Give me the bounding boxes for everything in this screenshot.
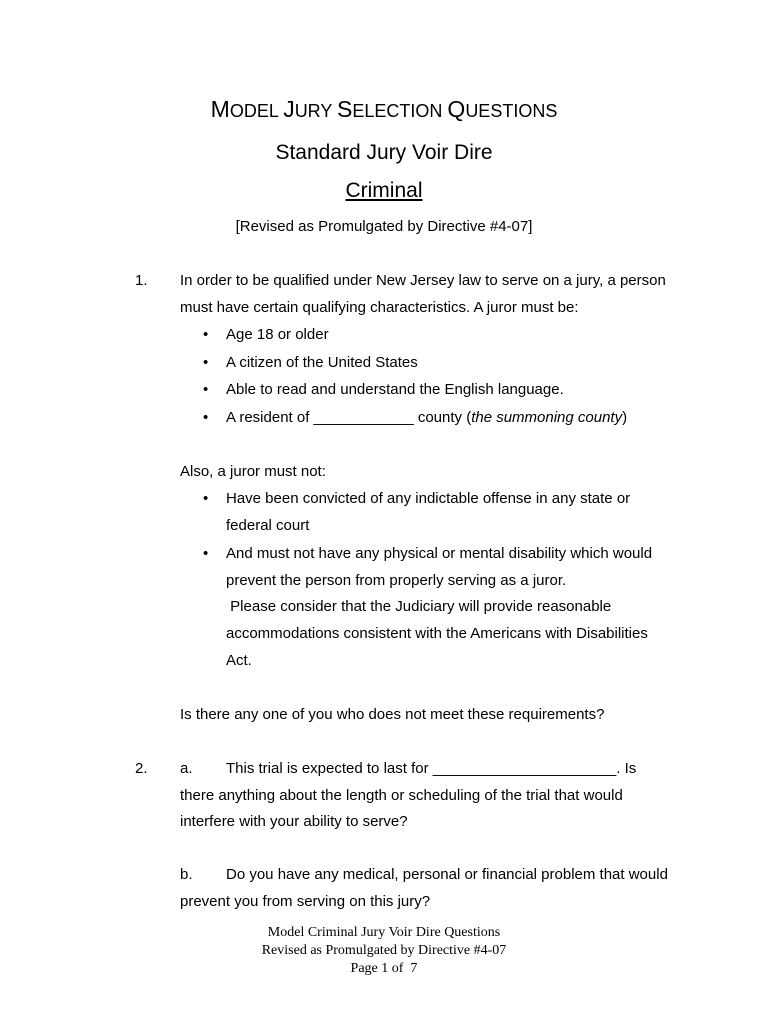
title-word-selection: SELECTION (337, 96, 448, 122)
question-2a-label: a. (180, 760, 193, 777)
requirement-resident: A resident of ____________ county (the summoning county) (226, 409, 628, 426)
disqualifier-disability-line-3: Please consider that the Judiciary will provide reasonable (226, 598, 612, 615)
also-must-not-heading: Also, a juror must not: (180, 463, 326, 480)
document-category (0, 176, 768, 206)
title-word-questions: QUESTIONS (447, 96, 558, 122)
bullet-icon: • (203, 326, 209, 343)
bullet-icon: • (203, 381, 209, 398)
disqualifier-disability-line-4: accommodations consistent with the Americans with Disabilities (226, 625, 648, 642)
bullet-icon: • (203, 545, 209, 562)
question-2b-label: b. (180, 866, 193, 883)
question-2a-line-1: This trial is expected to last for ______________________. Is (226, 760, 637, 777)
question-2a-line-2: there anything about the length or scheduling of the trial that would (180, 787, 623, 804)
footer-revision: Revised as Promulgated by Directive #4-07 (261, 943, 507, 958)
document-subtitle: Standard Jury Voir Dire (275, 141, 493, 164)
title-word-model: MODEL (210, 96, 284, 122)
question-2b-line-1: Do you have any medical, personal or financial problem that would (226, 866, 668, 883)
question-1-number: 1. (135, 272, 148, 289)
bullet-icon: • (203, 409, 209, 426)
question-2a-line-3: interfere with your ability to serve? (180, 813, 408, 830)
title-word-jury: JURY (283, 96, 338, 122)
disqualifier-disability-line-5: Act. (226, 652, 252, 669)
question-2-number: 2. (135, 760, 148, 777)
question-2b-line-2: prevent you from serving on this jury? (180, 893, 431, 910)
bullet-icon: • (203, 354, 209, 371)
document-title (0, 93, 768, 127)
footer-page-number: Page 1 of 7 (350, 961, 418, 976)
category-label: Criminal (345, 179, 423, 202)
disqualifier-disability-line-2: prevent the person from properly serving as a juror. (226, 572, 567, 589)
bullet-icon: • (203, 490, 209, 507)
requirement-citizen: A citizen of the United States (226, 354, 418, 371)
disqualifier-disability-line-1: And must not have any physical or mental disability which would (226, 545, 653, 562)
requirement-english: Able to read and understand the English language. (226, 381, 564, 398)
footer-title: Model Criminal Jury Voir Dire Questions (267, 925, 501, 940)
question-1-line-2: must have certain qualifying characteristics. A juror must be: (180, 299, 579, 316)
question-1-line-1: In order to be qualified under New Jersey law to serve on a jury, a person (180, 272, 666, 289)
disqualifier-conviction-line-1: Have been convicted of any indictable offense in any state or (226, 490, 631, 507)
revision-note: [Revised as Promulgated by Directive #4-07] (235, 218, 533, 235)
summoning-county-note: the summoning county (471, 409, 623, 426)
disqualifier-conviction-line-2: federal court (226, 517, 310, 534)
question-1-prompt: Is there any one of you who does not meet these requirements? (180, 706, 605, 723)
requirement-age: Age 18 or older (226, 326, 329, 343)
